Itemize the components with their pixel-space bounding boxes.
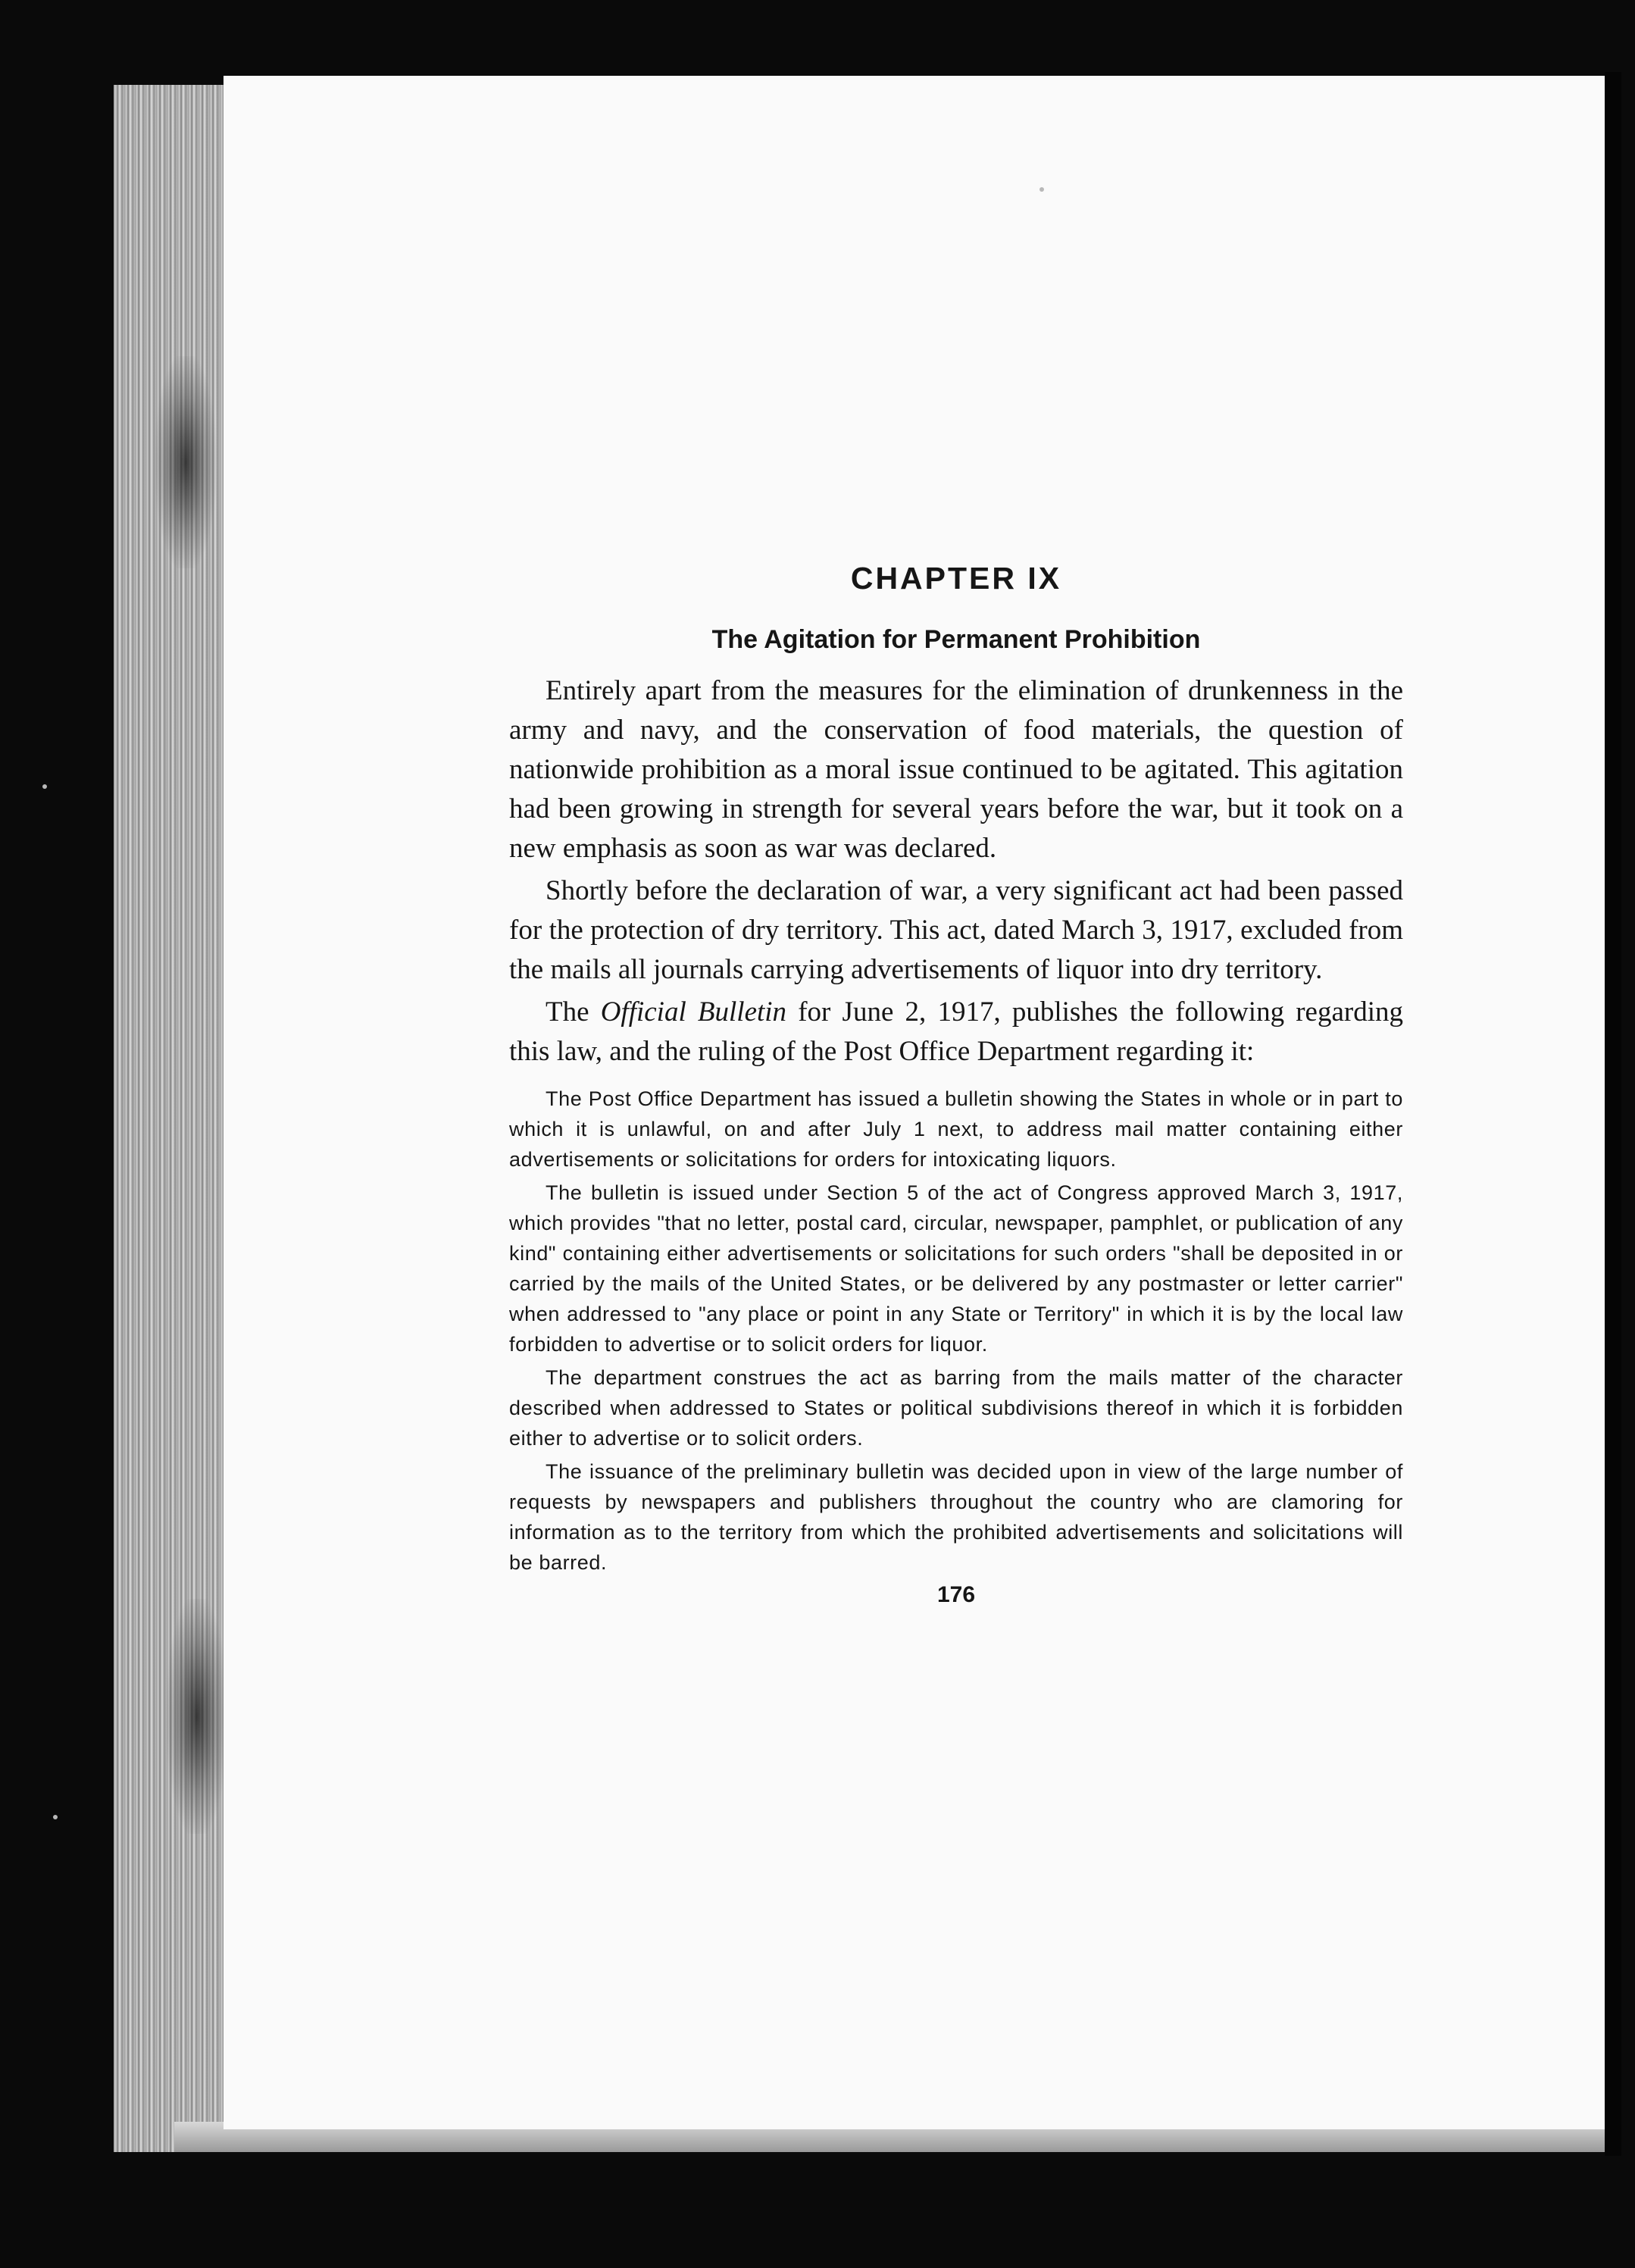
quoted-bulletin (509, 1084, 1403, 1578)
chapter-heading: CHAPTER IX (850, 561, 1062, 596)
scan-speck (42, 784, 47, 789)
quoted-paragraph: The department construes the act as barring from the mails matter of the character described when addressed to States or political subdivisions thereof in which it is forbidden either to advertise or to solicit orders. (509, 1366, 1403, 1450)
page-right-border (1605, 72, 1621, 2156)
bulletin-text-before: The (546, 996, 601, 1028)
quoted-paragraph: The issuance of the preliminary bulletin was decided upon in view of the large number of requests by newspapers and publishers throughout the country who are clamoring for information as to the territory from which the prohibited advertisements and solicitations will be barred. (509, 1460, 1403, 1574)
body-paragraph: Shortly before the declaration of war, a very significant act had been passed for the protection of dry territory. This act, dated March 3, 1917, excluded from the mails all journals carrying advertisements of liquor into dry territory. (509, 875, 1403, 985)
page-number: 176 (936, 1582, 976, 1607)
quoted-paragraph: The bulletin is issued under Section 5 of the act of Congress approved March 3, 1917, which provides "that no letter, postal card, circular, newspaper, pamphlet, or publication of any kind" containing either advertisements or solicitations for such orders "shall be deposited in or carried by the mails of the United States, or be delivered by any postmaster or letter carrier" when addressed to "any place or point in any State or Territory" in which it is by the local law forbidden to advertise or to solicit orders for liquor. (509, 1181, 1403, 1356)
scan-speck (53, 1815, 58, 1819)
bulletin-text-after: for June 2, 1917, publishes the following regarding this law, and the ruling of the Post Office Department regarding it: (509, 996, 1404, 1067)
page-edge-smudge (167, 1599, 227, 1834)
body-paragraph: Entirely apart from the measures for the elimination of drunkenness in the army and navy, and the conservation of food materials, the question of nationwide prohibition as a moral issue continued to be agitated. This agitation had been growing in strength for several years before the war, but it took on a new emphasis as soon as war was declared. (509, 675, 1403, 864)
page-edge-smudge (155, 356, 216, 568)
quoted-paragraph: The Post Office Department has issued a bulletin showing the States in whole or in part to which it is unlawful, on and after July 1 next, to address mail matter containing either advertisements or solicitations for orders for intoxicating liquors. (509, 1087, 1403, 1171)
page-speck (1039, 187, 1044, 192)
body-paragraph-bulletin (509, 993, 1403, 1071)
bulletin-title: Official Bulletin (600, 996, 787, 1028)
chapter-title: The Agitation for Permanent Prohibition (711, 625, 1201, 654)
page-text (509, 561, 1403, 1608)
